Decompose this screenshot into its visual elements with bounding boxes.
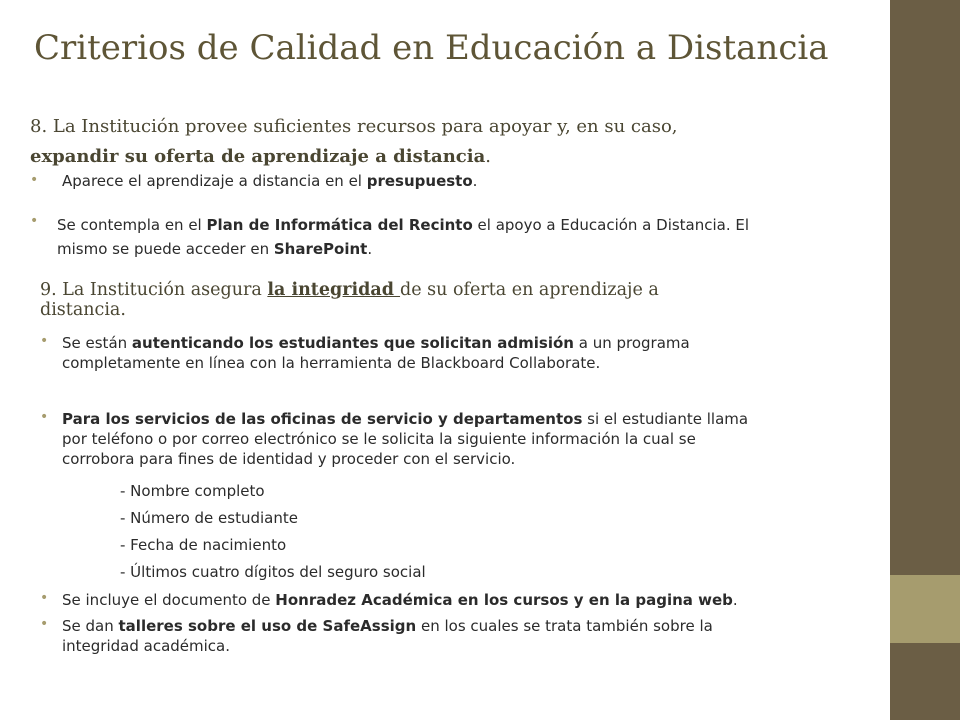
bullet-icon: •: [30, 172, 39, 188]
list-item: - Nombre completo: [120, 482, 265, 500]
slide-title: Criterios de Calidad en Educación a Distancia: [34, 28, 829, 68]
list-item: - Fecha de nacimiento: [120, 536, 287, 554]
bullet-icon: •: [40, 409, 49, 425]
criterion-9-heading: 9. La Institución asegura la integridad de su oferta en aprendizaje a distancia.: [40, 280, 659, 320]
sidebar-accent-block: [890, 575, 960, 643]
bullet-icon: •: [40, 590, 49, 606]
bullet-icon: •: [30, 213, 39, 229]
list-item: - Últimos cuatro dígitos del seguro social: [120, 563, 426, 581]
criterion-8-heading: 8. La Institución provee suficientes recursos para apoyar y, en su caso, expandir su oferta de aprendizaje a distancia.: [30, 116, 678, 167]
bullet-icon: •: [40, 333, 49, 349]
bullet-icon: •: [40, 616, 49, 632]
list-item: - Número de estudiante: [120, 509, 298, 527]
